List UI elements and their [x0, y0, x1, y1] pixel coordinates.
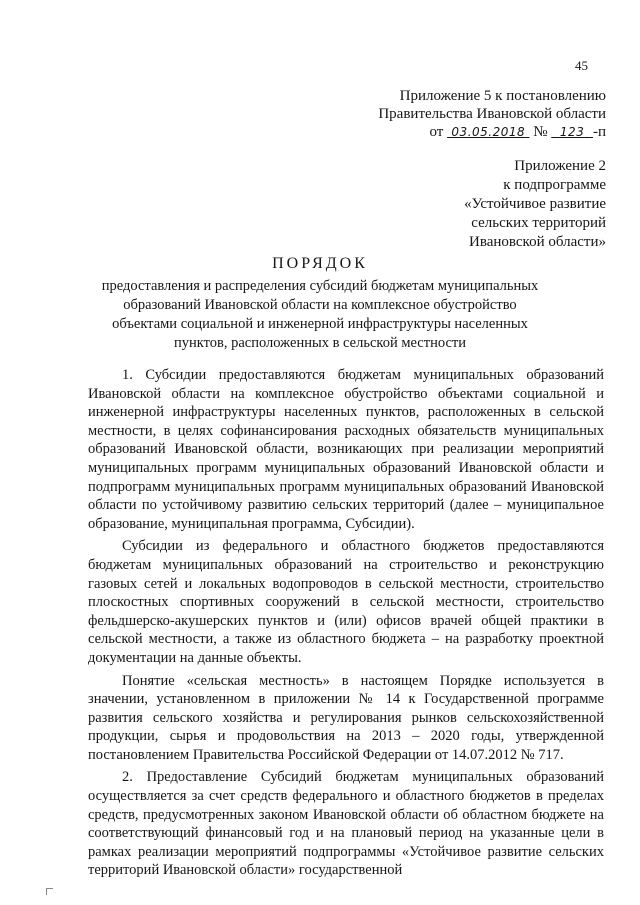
subprogram-line-5: Ивановской области»: [469, 234, 606, 250]
subprogram-header: [420, 157, 606, 252]
attachment-line-1: Приложение 5 к постановлению: [399, 88, 606, 104]
attachment-header: [366, 87, 606, 141]
from-label: от: [429, 124, 444, 140]
document-body: [88, 366, 604, 880]
order-date: 03.05.2018: [451, 125, 526, 139]
paragraph-1: 1. Субсидии предоставляются бюджетам муниципальных образований Ивановской области на комплексное обустройство объектами социальной и инженерной инфраструктуры населенных пунктов, расположенных в сельской местности, в целях софинансирования расходных обязательств муниципальных образований Ивановской области, возникающих при реализации мероприятий муниципальных программ муниципальных образований Ивановской области и подпрограмм муниципальных программ муниципальных образований Ивановской области по устойчивому развитию сельских территорий (далее – муниципальное образование, муниципальная программа, Субсидии).: [88, 367, 604, 532]
paragraph-2: Субсидии из федерального и областного бюджетов предоставляются бюджетам муниципальных образований на строительство и реконструкцию газовых сетей и локальных водопроводов в сельской местности, строительство плоскостных спортивных сооружений в сельской местности, строительство фельдшерско-акушерских пунктов и (или) офисов врачей общей практики в сельской местности, а также из областного бюджета – на разработку проектной документации на данные объекты.: [88, 538, 604, 666]
number-label: №: [533, 124, 548, 140]
paragraph-3: Понятие «сельская местность» в настоящем Порядке используется в значении, установленном в приложении № 14 к Государственной программе развития сельского хозяйства и регулирования рынков сельскохозяйственной продукции, сырья и продовольствия на 2013 – 2020 годы, утвержденной постановлением Правительства Российской Федерации от 14.07.2012 № 717.: [88, 672, 604, 763]
page-number: 45: [575, 58, 588, 73]
subprogram-line-2: к подпрограмме: [503, 177, 606, 193]
document-title: ПОРЯДОК: [272, 255, 368, 272]
document-subtitle: предоставления и распределения субсидий бюджетам муниципальных образований Ивановской области на комплексное обустройство объектами социальной и инженерной инфраструктуры населенных пунктов, расположенных в сельской местности: [101, 278, 539, 351]
corner-mark: [46, 888, 53, 895]
subprogram-line-4: сельских территорий: [471, 215, 606, 231]
order-reference: [366, 123, 606, 141]
order-number: 123: [559, 125, 585, 139]
order-suffix: -п: [592, 124, 606, 140]
subprogram-line-1: Приложение 2: [514, 158, 606, 174]
subprogram-line-3: «Устойчивое развитие: [464, 196, 606, 212]
paragraph-4: 2. Предоставление Субсидий бюджетам муниципальных образований осуществляется за счет средств федерального и областного бюджетов в пределах средств, предусмотренных законом Ивановской области об областном бюджете на соответствующий финансовый год и на плановый период на указанные цели в рамках реализации мероприятий подпрограммы «Устойчивое развитие сельских территорий Ивановской области» государственной: [88, 769, 604, 879]
attachment-line-2: Правительства Ивановской области: [378, 106, 606, 122]
